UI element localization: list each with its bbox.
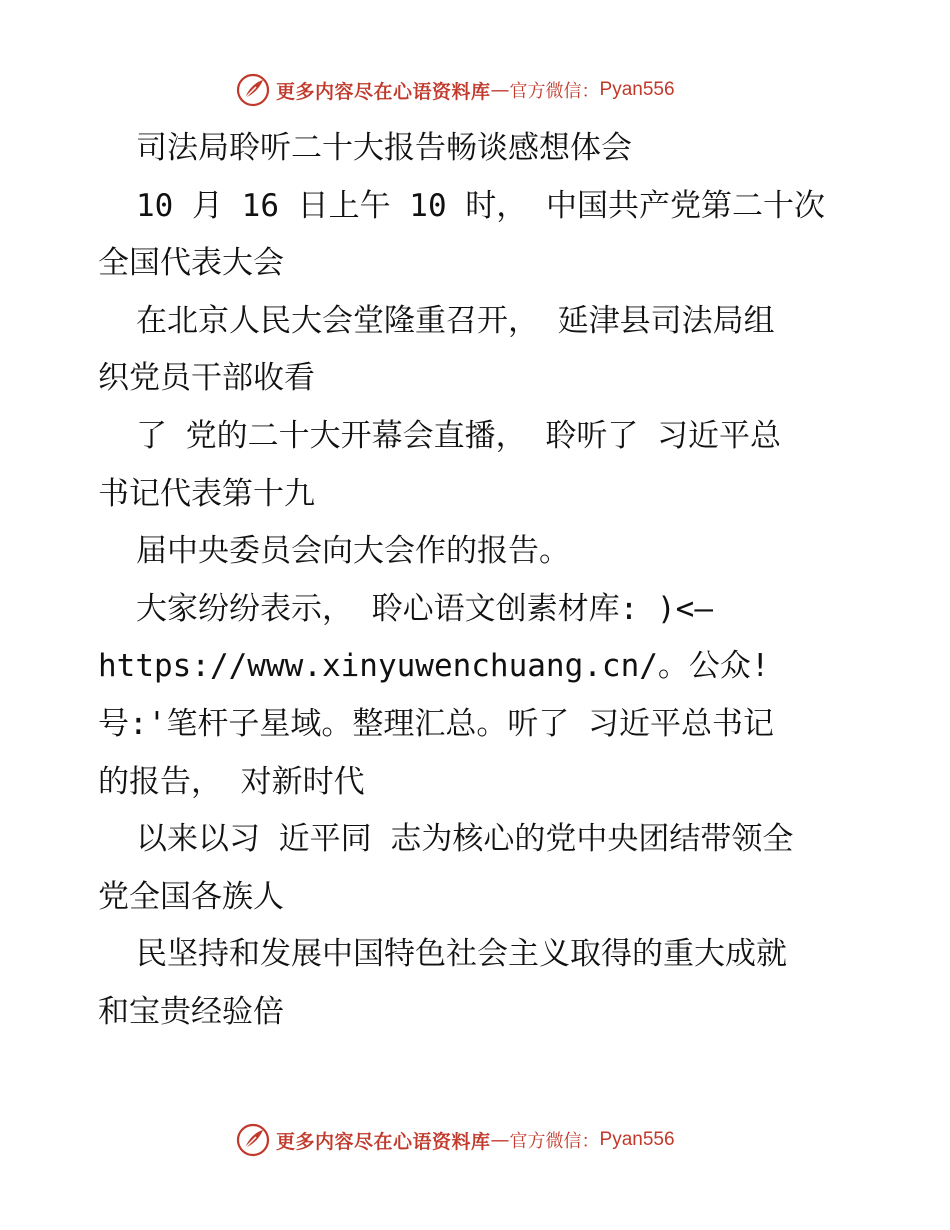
paragraph-line: 党全国各族人: [98, 878, 284, 915]
paragraph-line: 和宝贵经验倍: [98, 993, 284, 1030]
paragraph-line: 织党员干部收看: [98, 360, 315, 397]
paragraph-line: 号:'笔杆子星域。整理汇总。听了 习近平总书记: [98, 705, 774, 742]
document-title: 司法局聆听二十大报告畅谈感想体会: [136, 130, 632, 166]
paragraph-line: 在北京人民大会堂隆重召开， 延津县司法局组: [136, 302, 775, 339]
footer-banner: [236, 1122, 675, 1158]
paragraph-line: 大家纷纷表示， 聆心语文创素材库: )<—: [136, 590, 713, 627]
banner-dash: —: [490, 79, 510, 101]
paragraph-line: 全国代表大会: [98, 245, 284, 282]
banner-wechat-label: 官方微信：: [509, 81, 600, 102]
banner-wechat-id: Pyan556: [599, 1129, 675, 1150]
banner-text: 更多内容尽在心语资料库: [276, 80, 491, 103]
banner-wechat-id: Pyan556: [599, 79, 675, 100]
document-body: [98, 120, 858, 1042]
paragraph-line: 了 党的二十大开幕会直播， 聆听了 习近平总: [136, 417, 781, 454]
paragraph-line: 民坚持和发展中国特色社会主义取得的重大成就: [136, 936, 787, 973]
paragraph-line: 的报告， 对新时代: [98, 763, 365, 800]
header-banner: [236, 72, 675, 108]
paragraph-line-url: https://www.xinyuwenchuang.cn/。公众!: [98, 648, 770, 685]
feather-pen-logo-icon: [236, 1123, 270, 1157]
paragraph-line: 10 月 16 日上午 10 时， 中国共产党第二十次: [136, 187, 825, 224]
paragraph-line: 届中央委员会向大会作的报告。: [136, 533, 570, 570]
paragraph-line: 以来以习 近平同 志为核心的党中央团结带领全: [136, 821, 794, 858]
paragraph-line: 书记代表第十九: [98, 475, 315, 512]
banner-text: 更多内容尽在心语资料库: [276, 1130, 491, 1153]
feather-pen-logo-icon: [236, 73, 270, 107]
banner-wechat-label: 官方微信：: [509, 1131, 600, 1152]
banner-dash: —: [490, 1129, 510, 1151]
